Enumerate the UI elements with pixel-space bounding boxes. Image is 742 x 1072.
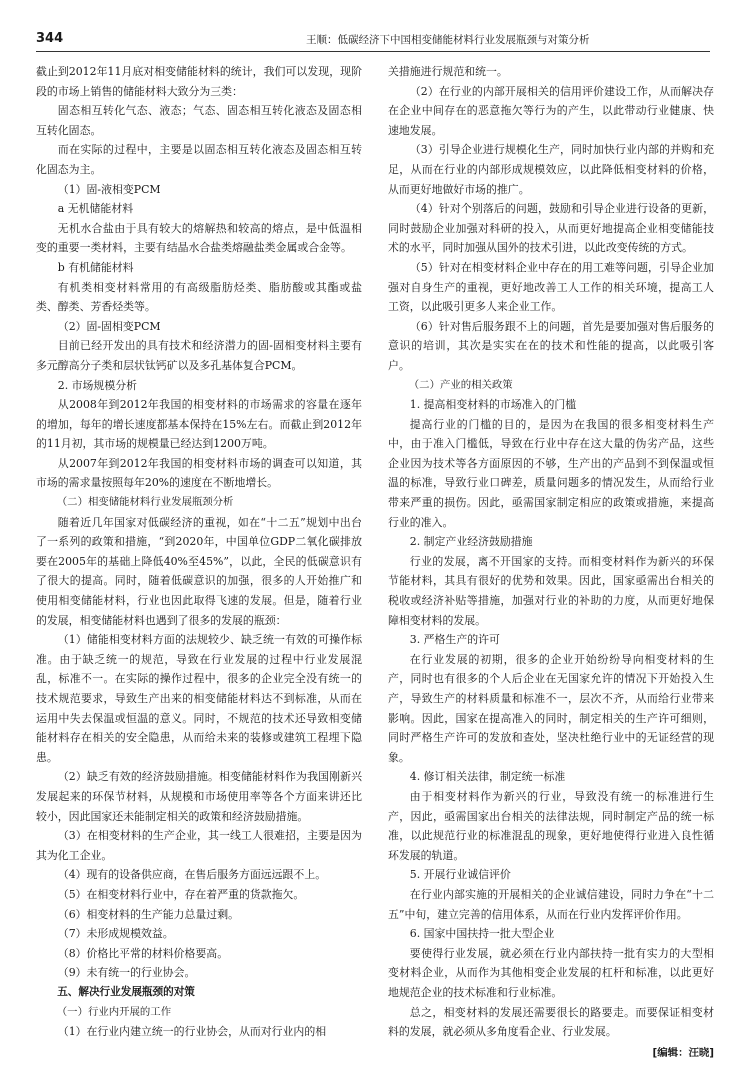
paragraph: 2. 制定产业经济鼓励措施 bbox=[409, 535, 533, 549]
paragraph: 提高行业的门槛的目的，是因为在我国的很多相变材料生产中，由于准入门槛低，导致在行业中存在这大量的伪劣产品，这些企业因为技术等各方面原因的不够，生产出的产品到不到保温或恒温的标准，导致行业口碑差，质量问题多的情况发生，从而给行业带来严重的损伤。因此，亟需国家制定相应的政策或措施，来提高行业的准入。 bbox=[388, 417, 714, 529]
paragraph: （1）固-液相变PCM bbox=[57, 182, 161, 196]
paragraph: 从2008年到2012年我国的相变材料的市场需求的容量在逐年的增加，每年的增长速度都基本保持在15%左右。而截止到2012年的11月初，其市场的规模量已经达到1200万吨。 bbox=[36, 398, 362, 451]
paragraph: （3）在相变材料的生产企业，其一线工人很难招，主要是因为其为化工企业。 bbox=[36, 829, 362, 862]
paragraph: 随着近几年国家对低碳经济的重视，如在“十二五”规划中出台了一系列的政策和措施，“到2020年，中国单位GDP二氧化碳排放要在2005年的基础上降低40%至45%”，以此，全民的低碳意识有了很大的提高。同时，随着低碳意识的加强，很多的人开始推广和使用相变储能材料，行业也因此取得飞速的发展。但是，随着行业的发展，相变储能材料也遇到了很多的发展的瓶颈： bbox=[36, 515, 362, 627]
paragraph: 截止到2012年11月底对相变储能材料的统计，我们可以发现，现阶段的市场上销售的储能材料大致分为三类： bbox=[36, 65, 362, 98]
paragraph: （2）缺乏有效的经济鼓励措施。相变储能材料作为我国刚新兴发展起来的环保节材料，从规模和市场使用率等各个方面来讲还比较小，因此国家还未能制定相关的政策和经济鼓励措施。 bbox=[36, 770, 362, 823]
paragraph: （1）储能相变材料方面的法规较少、缺乏统一有效的可操作标准。由于缺乏统一的规范，导致在行业发展的过程中行业发展混乱，标准不一。在实际的操作过程中，很多的企业完全没有统一的技术规范要求，导致生产出来的相变储能材料达不到标准，从而在运用中失去保温或恒温的意义。同时，不规范的技术还导致相变储能材料存在相关的安全隐患，从而给未来的装修或建筑工程埋下隐患。 bbox=[36, 633, 362, 764]
paragraph: （2）固-固相变PCM bbox=[57, 319, 161, 333]
paragraph: （8）价格比平常的材料价格要高。 bbox=[57, 946, 229, 960]
editor-note: [编辑：汪晓] bbox=[652, 1046, 714, 1059]
paragraph: （1）在行业内建立统一的行业协会，从而对行业内的相 bbox=[57, 1025, 327, 1039]
paragraph: 1. 提高相变材料的市场准入的门槛 bbox=[409, 398, 577, 412]
paragraph: （9）未有统一的行业协会。 bbox=[57, 966, 196, 980]
paragraph: （5）在相变材料行业中，存在着严重的货款拖欠。 bbox=[57, 887, 305, 901]
paragraph: a 无机储能材料 bbox=[57, 202, 134, 216]
paragraph: 五、解决行业发展瓶颈的对策 bbox=[57, 985, 195, 998]
right-column bbox=[388, 62, 714, 1063]
paragraph: 2. 市场规模分析 bbox=[57, 378, 137, 392]
paragraph: （4）针对个别落后的问题，鼓励和引导企业进行设备的更新，同时鼓励企业加强对科研的投入，从而更好地提高企业相变储能技术的水平，同时加强从国外的技术引进，以此改变传统的方式。 bbox=[388, 202, 714, 255]
paragraph: 有机类相变材料常用的有高级脂肪烃类、脂肪酸或其酯或盐类、醇类、芳香烃类等。 bbox=[36, 280, 362, 314]
paragraph: （6）针对售后服务跟不上的问题，首先是要加强对售后服务的意识的培训，其次是实实在在的技术和性能的提高，以此吸引客户。 bbox=[388, 319, 714, 372]
paragraph: b 有机储能材料 bbox=[57, 260, 134, 274]
paragraph: 无机水合盐由于具有较大的熔解热和较高的熔点，是中低温相变的重要一类材料，主要有结晶水合盐类熔融盐类金属或合金等。 bbox=[36, 221, 362, 255]
paragraph: 在行业内部实施的开展相关的企业诚信建设，同时力争在“十二五”中旬，建立完善的信用体系，从而在行业内发挥评价作用。 bbox=[388, 887, 714, 921]
paragraph: 总之，相变材料的发展还需要很长的路要走。而要保证相变材料的发展，就必须从多角度看企业、行业发展。 bbox=[388, 1005, 714, 1039]
paragraph: 行业的发展，离不开国家的支持。而相变材料作为新兴的环保节能材料，其具有很好的优势和效果。因此，国家亟需出台相关的税收或经济补贴等措施，加强对行业的补助的力度，从而更好地保障相变材料的发展。 bbox=[388, 554, 714, 627]
paragraph: （6）相变材料的生产能力总量过剩。 bbox=[57, 907, 239, 921]
page-header bbox=[36, 28, 710, 52]
paragraph: （2）在行业的内部开展相关的信用评价建设工作，从而解决存在企业中间存在的恶意拖欠等行为的产生，以此带动行业健康、快速地发展。 bbox=[388, 84, 714, 137]
paragraph: 由于相变材料作为新兴的行业，导致没有统一的标准进行生产，因此，亟需国家出台相关的法律法规，同时制定产品的统一标准，以此规范行业的标准混乱的现象，更好地使得行业进入良性循环发展的轨道。 bbox=[388, 789, 714, 862]
paragraph: 而在实际的过程中，主要是以固态相互转化液态及固态相互转化固态为主。 bbox=[36, 143, 362, 176]
paragraph: 目前已经开发出的具有技术和经济潜力的固-固相变材料主要有多元醇高分子类和层状钛钙矿以及多孔基体复合PCM。 bbox=[36, 339, 362, 372]
paragraph: （7）未形成规模效益。 bbox=[57, 927, 174, 941]
page-number: 344 bbox=[36, 31, 64, 46]
paragraph: 关措施进行规范和统一。 bbox=[388, 65, 508, 78]
left-column bbox=[36, 62, 362, 1042]
paragraph: 5. 开展行业诚信评价 bbox=[409, 868, 511, 882]
paragraph: （5）针对在相变材料企业中存在的用工难等问题，引导企业加强对自身生产的重视，更好地改善工人工作的相关环境，提高工人工资，以此吸引更多人来企业工作。 bbox=[388, 260, 714, 314]
paragraph: 6. 国家中国扶持一批大型企业 bbox=[409, 927, 555, 941]
running-title: 王顺：低碳经济下中国相变储能材料行业发展瓶颈与对策分析 bbox=[306, 34, 590, 46]
paragraph: （二）产业的相关政策 bbox=[408, 378, 513, 391]
paragraph: 在行业发展的初期，很多的企业开始纷纷导向相变材料的生产，同时也有很多的个人后企业在无国家允许的情况下开始投入生产，导致生产的材料质量和标准不一，层次不齐，从而给行业带来影响。因此，国家在提高准入的同时，制定相关的生产许可细则，同时严格生产许可的发放和查处，坚决杜绝行业中的无证经营的现象。 bbox=[388, 652, 714, 764]
paragraph: 固态相互转化气态、液态；气态、固态相互转化液态及固态相互转化固态。 bbox=[36, 104, 362, 137]
paragraph: （4）现有的设备供应商，在售后服务方面远远跟不上。 bbox=[57, 868, 327, 882]
paragraph: 4. 修订相关法律，制定统一标准 bbox=[409, 770, 566, 784]
paragraph: 要使得行业发展，就必须在行业内部扶持一批有实力的大型相变材料企业，从而作为其他相变企业发展的杠杆和标准，以此更好地规范企业的技术标准和行业标准。 bbox=[388, 946, 714, 999]
paragraph: 3. 严格生产的许可 bbox=[409, 633, 500, 647]
paragraph: （一）行业内开展的工作 bbox=[56, 1005, 172, 1018]
paragraph: 从2007年到2012年我国的相变材料市场的调查可以知道，其市场的需求量按照每年20%的速度在不断地增长。 bbox=[36, 456, 362, 490]
paragraph: （二）相变储能材料行业发展瓶颈分析 bbox=[56, 496, 234, 509]
paragraph: （3）引导企业进行规模化生产，同时加快行业内部的并购和充足，从而在行业的内部形成规模效应，以此降低相变材料的价格，从而更好地做好市场的推广。 bbox=[388, 143, 714, 196]
